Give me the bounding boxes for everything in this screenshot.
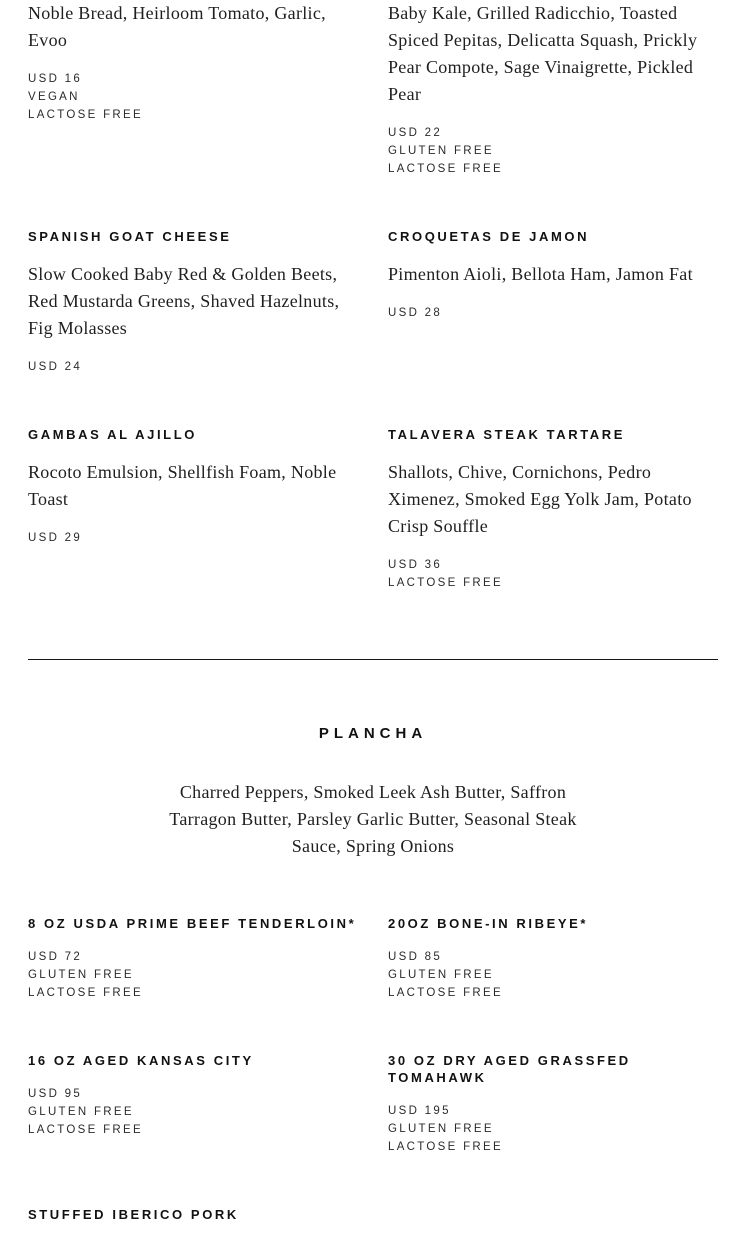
item-price: USD 22 — [388, 127, 443, 139]
item-tag: GLUTEN FREE — [28, 1106, 134, 1118]
item-price: USD 28 — [388, 307, 443, 319]
item-meta — [388, 304, 718, 322]
item-price: USD 95 — [28, 1088, 83, 1100]
item-tag: GLUTEN FREE — [388, 969, 494, 981]
item-meta — [388, 556, 718, 592]
item-price: USD 72 — [28, 951, 83, 963]
item-meta — [28, 1085, 358, 1139]
item-description: Shallots, Chive, Cornichons, Pedro Ximenez, Smoked Egg Yolk Jam, Potato Crisp Souffle — [388, 462, 692, 536]
menu-item — [388, 1052, 718, 1156]
item-tag: GLUTEN FREE — [28, 969, 134, 981]
section-divider — [28, 659, 718, 660]
menu-item — [28, 0, 358, 124]
item-tag: LACTOSE FREE — [28, 109, 143, 121]
item-title: SPANISH GOAT CHEESE — [28, 229, 232, 244]
item-title: GAMBAS AL AJILLO — [28, 427, 197, 442]
section-intro: Charred Peppers, Smoked Leek Ash Butter, Saffron Tarragon Butter, Parsley Garlic Butter, Seasonal Steak Sauce, Spring Onions — [169, 782, 577, 856]
item-meta — [28, 358, 358, 376]
item-description: Pimenton Aioli, Bellota Ham, Jamon Fat — [388, 264, 693, 284]
item-title: STUFFED IBERICO PORK — [28, 1207, 239, 1222]
item-description: Slow Cooked Baby Red & Golden Beets, Red Mustarda Greens, Shaved Hazelnuts, Fig Molasses — [28, 264, 340, 338]
item-tag: LACTOSE FREE — [388, 163, 503, 175]
menu-item — [28, 915, 358, 1002]
item-title: 20OZ BONE-IN RIBEYE* — [388, 916, 589, 931]
menu-item — [388, 915, 718, 1002]
item-tag: LACTOSE FREE — [28, 987, 143, 999]
item-tag: LACTOSE FREE — [28, 1124, 143, 1136]
item-tag: LACTOSE FREE — [388, 577, 503, 589]
item-tag: VEGAN — [28, 91, 80, 103]
item-price: USD 36 — [388, 559, 443, 571]
item-price: USD 195 — [388, 1105, 451, 1117]
menu-item — [388, 426, 718, 592]
item-description: Noble Bread, Heirloom Tomato, Garlic, Evoo — [28, 3, 326, 50]
section-heading: PLANCHA — [318, 725, 428, 742]
plancha-items-grid — [28, 915, 718, 1239]
item-title: 16 OZ AGED KANSAS CITY — [28, 1053, 254, 1068]
item-tag: GLUTEN FREE — [388, 145, 494, 157]
item-meta — [28, 70, 358, 124]
item-tag: LACTOSE FREE — [388, 987, 503, 999]
item-meta — [388, 1102, 718, 1156]
menu-item — [28, 228, 358, 376]
item-price: USD 29 — [28, 532, 83, 544]
item-title: CROQUETAS DE JAMON — [388, 229, 590, 244]
item-price: USD 85 — [388, 951, 443, 963]
item-title: TALAVERA STEAK TARTARE — [388, 427, 626, 442]
starters-section — [28, 0, 718, 592]
item-meta — [28, 529, 358, 547]
item-meta — [388, 124, 718, 178]
item-title: 30 OZ DRY AGED GRASSFED TOMAHAWK — [388, 1053, 631, 1085]
item-meta — [388, 948, 718, 1002]
item-description: Rocoto Emulsion, Shellfish Foam, Noble Toast — [28, 462, 337, 509]
item-title: 8 OZ USDA PRIME BEEF TENDERLOIN* — [28, 916, 357, 931]
menu-item — [388, 228, 718, 322]
plancha-section — [28, 724, 718, 1239]
menu-page — [28, 0, 718, 1239]
item-price: USD 24 — [28, 361, 83, 373]
menu-item — [28, 1052, 358, 1139]
menu-item — [28, 426, 358, 547]
item-price: USD 16 — [28, 73, 83, 85]
item-meta — [28, 948, 358, 1002]
item-tag: LACTOSE FREE — [388, 1141, 503, 1153]
menu-item — [388, 0, 718, 178]
item-description: Baby Kale, Grilled Radicchio, Toasted Spiced Pepitas, Delicatta Squash, Prickly Pear Compote, Sage Vinaigrette, Pickled Pear — [388, 3, 698, 104]
menu-item — [28, 1206, 358, 1239]
item-tag: GLUTEN FREE — [388, 1123, 494, 1135]
